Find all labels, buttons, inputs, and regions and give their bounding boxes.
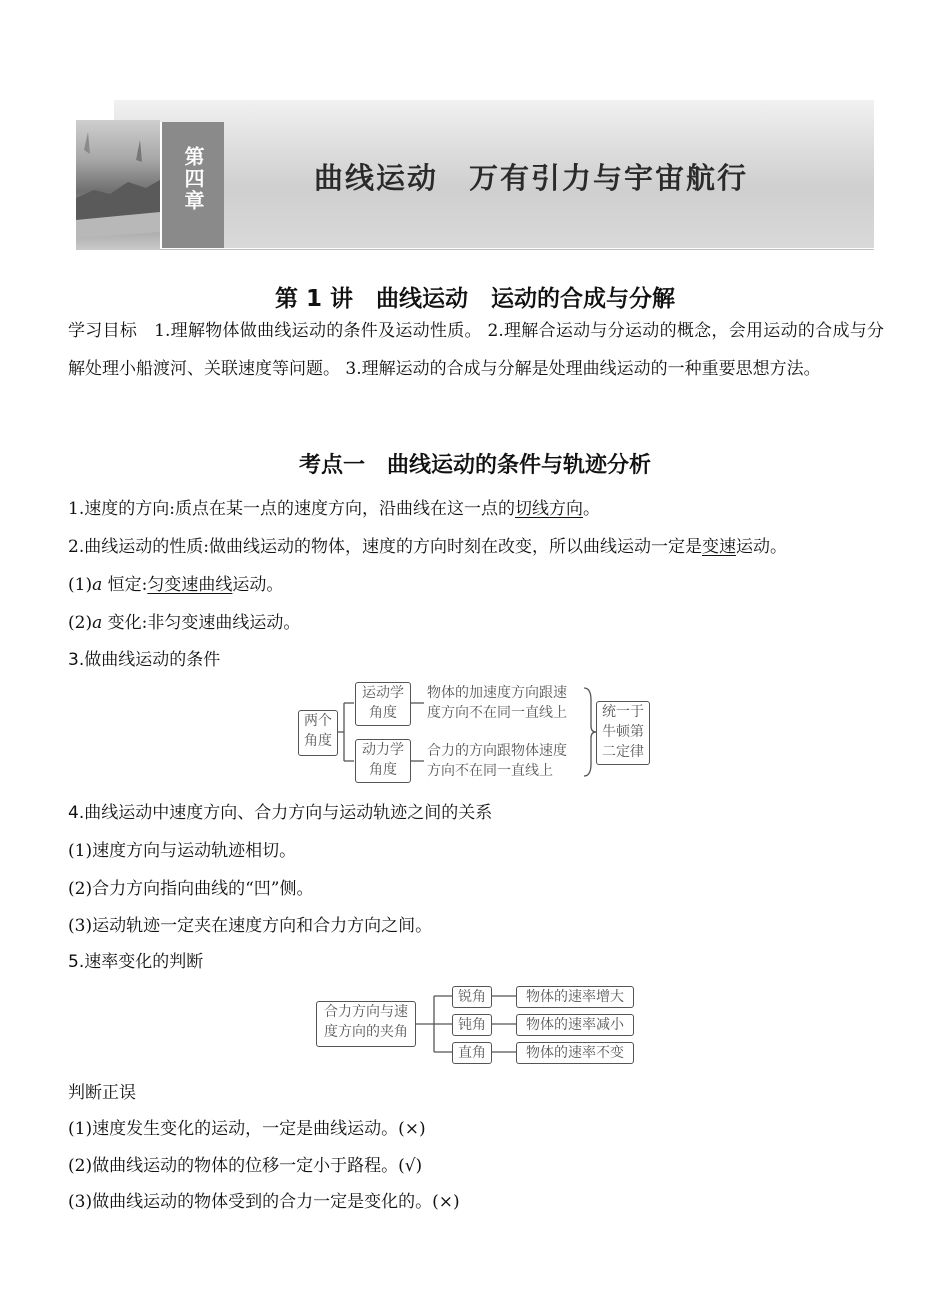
root-line1: 两个 <box>304 713 332 729</box>
speed-constant-box: 物体的速率不变 <box>516 1042 634 1064</box>
chapter-banner <box>76 100 874 250</box>
item2-suffix: 运动。 <box>735 537 787 557</box>
speed-decrease-box: 物体的速率减小 <box>516 1014 634 1036</box>
kinematics-box <box>355 682 411 726</box>
conditions-diagram <box>296 680 656 785</box>
obtuse-angle-box: 钝角 <box>452 1014 492 1036</box>
judge-item-1: (1)速度发生变化的运动，一定是曲线运动。(×) <box>68 1119 426 1139</box>
judge-item-2: (2)做曲线运动的物体的位移一定小于路程。(√) <box>68 1156 423 1176</box>
item-a-constant <box>68 570 283 595</box>
item-a-varying <box>68 608 300 633</box>
dyn-line1: 动力学 <box>362 742 404 758</box>
dyn-line2: 角度 <box>369 762 397 778</box>
item2a-var: a <box>92 575 103 595</box>
item-relation-heading: 4.曲线运动中速度方向、合力方向与运动轨迹之间的关系 <box>68 803 493 823</box>
item2-underline: 变速 <box>701 537 736 557</box>
chapter-title: 曲线运动 万有引力与宇宙航行 <box>314 161 749 195</box>
item2b-text: 变化:非匀变速曲线运动。 <box>102 613 301 633</box>
goals-label: 学习目标 <box>68 321 138 341</box>
item-speed-heading: 5.速率变化的判断 <box>68 952 204 972</box>
acute-angle-box: 锐角 <box>452 986 492 1008</box>
speed-root-line2: 度方向的夹角 <box>324 1024 408 1040</box>
root-line2: 角度 <box>304 733 332 749</box>
dynamics-box <box>355 739 411 783</box>
dyn-desc-line1: 合力的方向跟物体速度 <box>427 743 567 759</box>
dyn-desc-line2: 方向不在同一直线上 <box>427 763 553 779</box>
root-box <box>298 710 338 756</box>
dynamics-desc <box>427 741 567 781</box>
item2b-prefix: (2) <box>68 613 93 633</box>
item1-suffix: 。 <box>582 499 600 519</box>
result-line1: 统一于 <box>602 704 644 720</box>
item-curve-motion-nature <box>68 532 787 557</box>
item2a-underline: 匀变速曲线 <box>147 575 233 595</box>
landscape-image <box>76 120 160 250</box>
item2a-suffix: 运动。 <box>232 575 284 595</box>
speed-root-box <box>316 1001 416 1047</box>
item1-prefix: 1.速度的方向:质点在某一点的速度方向，沿曲线在这一点的 <box>68 499 515 519</box>
item2a-mid: 恒定: <box>102 575 148 595</box>
result-line3: 二定律 <box>602 744 644 760</box>
kin-line2: 角度 <box>369 705 397 721</box>
goals-text: 1.理解物体做曲线运动的条件及运动性质。 2.理解合运动与分运动的概念，会用运动的合成与分解处理小船渡河、关联速度等问题。 3.理解运动的合成与分解是处理曲线运动的一种重要思想方法。 <box>68 321 885 379</box>
item2a-prefix: (1) <box>68 575 93 595</box>
item-conditions-heading: 3.做曲线运动的条件 <box>68 650 221 670</box>
kin-desc-line1: 物体的加速度方向跟速 <box>427 685 567 701</box>
speed-increase-box: 物体的速率增大 <box>516 986 634 1008</box>
item2b-var: a <box>92 613 103 633</box>
judge-title: 判断正误 <box>68 1083 136 1103</box>
result-line2: 牛顿第 <box>602 724 644 740</box>
lesson-title: 第 1 讲 曲线运动 运动的合成与分解 <box>274 286 676 312</box>
item-relation-1: (1)速度方向与运动轨迹相切。 <box>68 841 297 861</box>
item-relation-2: (2)合力方向指向曲线的“凹”侧。 <box>68 879 314 899</box>
judge-item-3: (3)做曲线运动的物体受到的合力一定是变化的。(×) <box>68 1192 460 1212</box>
chapter-number-label: 第四章 <box>181 146 205 212</box>
speed-diagram <box>316 984 638 1066</box>
item1-underline: 切线方向 <box>514 499 583 519</box>
kin-line1: 运动学 <box>362 685 404 701</box>
kin-desc-line2: 度方向不在同一直线上 <box>427 705 567 721</box>
chapter-number-tag <box>160 122 224 248</box>
item-velocity-direction <box>68 494 600 519</box>
kinematics-desc <box>427 683 567 723</box>
right-angle-box: 直角 <box>452 1042 492 1064</box>
item-relation-3: (3)运动轨迹一定夹在速度方向和合力方向之间。 <box>68 916 433 936</box>
speed-root-line1: 合力方向与速 <box>324 1004 408 1020</box>
section-title: 考点一 曲线运动的条件与轨迹分析 <box>298 453 651 478</box>
result-box <box>596 701 650 765</box>
item2-prefix: 2.曲线运动的性质:做曲线运动的物体，速度的方向时刻在改变，所以曲线运动一定是 <box>68 537 702 557</box>
learning-goals <box>68 312 884 388</box>
